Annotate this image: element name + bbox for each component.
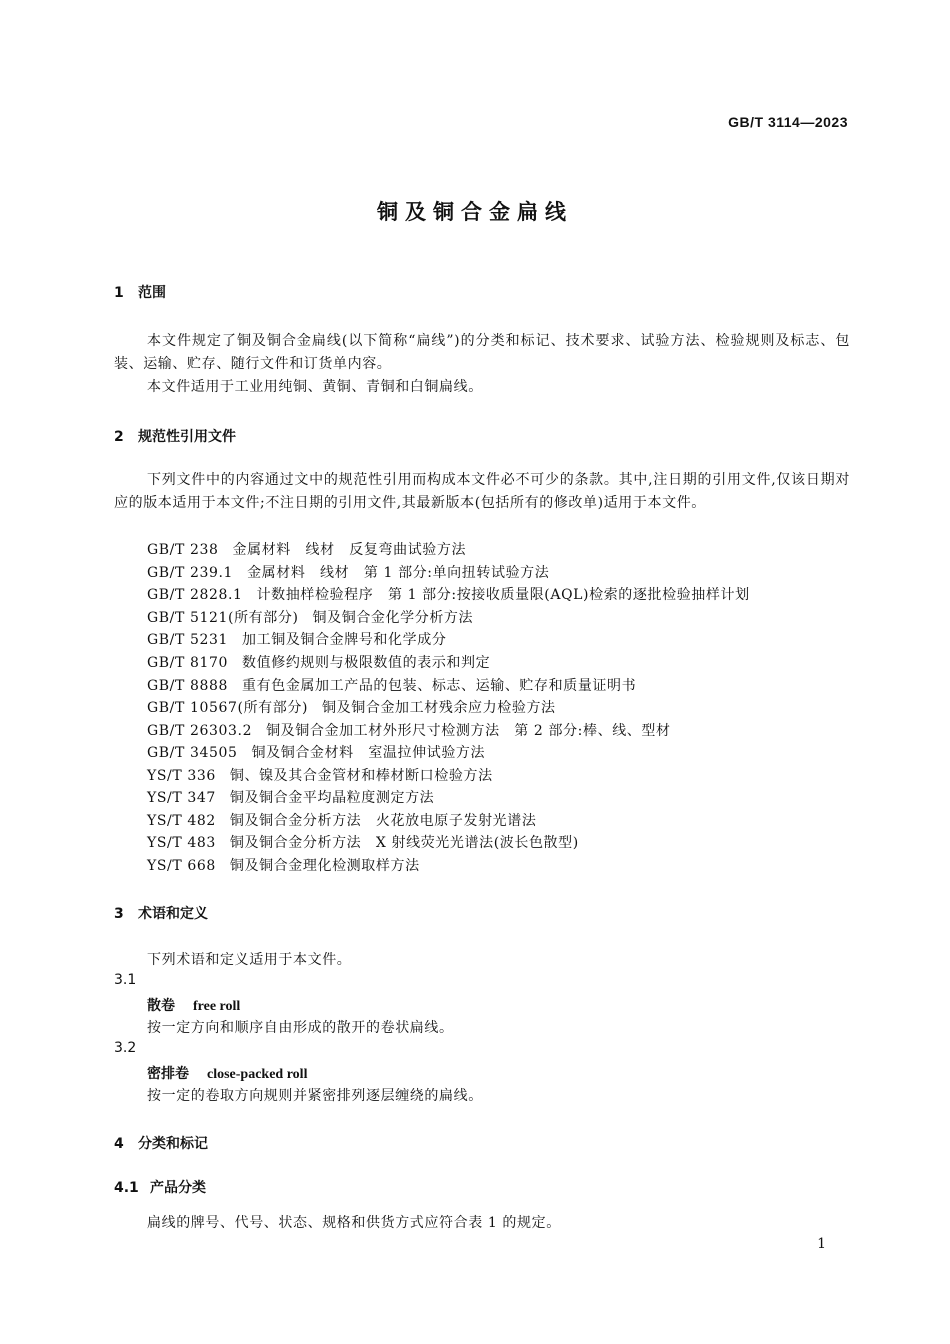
clause-number: 3.2: [114, 1040, 137, 1056]
reference-code: YS/T 482: [147, 813, 216, 829]
reference-title: 重有色金属加工产品的包装、标志、运输、贮存和质量证明书: [242, 678, 637, 694]
term-zh: 散卷: [147, 998, 175, 1014]
section-3-heading: [114, 903, 208, 923]
reference-item: [147, 810, 536, 830]
subsection-number: 4.1: [114, 1180, 139, 1196]
reference-code: GB/T 8888: [147, 678, 229, 694]
reference-title: 金属材料 线材 第 1 部分:单向扭转试验方法: [247, 565, 550, 581]
normative-references-intro: 下列文件中的内容通过文中的规范性引用而构成本文件必不可少的条款。其中,注日期的引用文件,仅该日期对应的版本适用于本文件;不注日期的引用文件,其最新版本(包括所有的修改单)适用于本文件。: [114, 472, 850, 511]
terms-intro: 下列术语和定义适用于本文件。: [147, 952, 352, 968]
reference-title: 铜及铜合金分析方法 火花放电原子发射光谱法: [229, 813, 537, 829]
section-number: 2: [114, 429, 124, 445]
reference-item: [147, 652, 490, 672]
term-heading: [147, 995, 240, 1015]
subsection-title: 产品分类: [150, 1180, 206, 1196]
reference-item: [147, 787, 434, 807]
reference-title: 铜及铜合金分析方法 X 射线荧光光谱法(波长色散型): [229, 835, 579, 851]
reference-item: [147, 607, 473, 627]
clause-number: 3.1: [114, 972, 137, 988]
reference-code: YS/T 347: [147, 790, 216, 806]
term-en: close-packed roll: [207, 1067, 308, 1082]
reference-item: [147, 765, 493, 785]
reference-item: [147, 742, 485, 762]
section-title: 范围: [138, 285, 166, 301]
reference-item: [147, 629, 446, 649]
section-title: 术语和定义: [138, 906, 208, 922]
reference-item: [147, 562, 549, 582]
reference-code: GB/T 239.1: [147, 565, 234, 581]
reference-item: [147, 720, 671, 740]
reference-code: GB/T 238: [147, 542, 219, 558]
reference-code: GB/T 8170: [147, 655, 229, 671]
subsection-4-1-heading: [114, 1177, 206, 1197]
term-zh: 密排卷: [147, 1066, 189, 1082]
reference-title: 加工铜及铜合金牌号和化学成分: [242, 632, 447, 648]
section-number: 3: [114, 906, 124, 922]
reference-code: YS/T 668: [147, 858, 216, 874]
reference-item: [147, 832, 579, 852]
section-2-heading: [114, 426, 236, 446]
term-definition: 按一定的卷取方向规则并紧密排列逐层缠绕的扁线。: [147, 1088, 483, 1104]
reference-title: 铜及铜合金材料 室温拉伸试验方法: [251, 745, 486, 761]
section-1-heading: [114, 282, 166, 302]
section-4-heading: [114, 1133, 208, 1153]
reference-title: 铜及铜合金加工材外形尺寸检测方法 第 2 部分:棒、线、型材: [266, 723, 671, 739]
reference-title: 计数抽样检验程序 第 1 部分:按接收质量限(AQL)检索的逐批检验抽样计划: [256, 587, 750, 603]
reference-code: GB/T 2828.1: [147, 587, 243, 603]
reference-title: 数值修约规则与极限数值的表示和判定: [242, 655, 491, 671]
term-definition: 按一定方向和顺序自由形成的散开的卷状扁线。: [147, 1020, 454, 1036]
reference-item: [147, 675, 636, 695]
reference-code: GB/T 26303.2: [147, 723, 253, 739]
reference-code: YS/T 336: [147, 768, 216, 784]
term-en: free roll: [193, 999, 241, 1014]
reference-item: [147, 539, 466, 559]
reference-code: GB/T 5231: [147, 632, 229, 648]
document-code: GB/T 3114—2023: [728, 114, 848, 130]
reference-title: 铜及铜合金加工材残余应力检验方法: [322, 700, 556, 716]
product-classification-text: 扁线的牌号、代号、状态、规格和供货方式应符合表 1 的规定。: [147, 1215, 561, 1231]
document-title: 铜及铜合金扁线: [377, 200, 573, 224]
reference-code: GB/T 10567(所有部分): [147, 700, 309, 716]
section-title: 规范性引用文件: [138, 429, 236, 445]
reference-code: YS/T 483: [147, 835, 216, 851]
section-number: 1: [114, 285, 124, 301]
scope-paragraph-1: 本文件规定了铜及铜合金扁线(以下简称“扁线”)的分类和标记、技术要求、试验方法、检验规则及标志、包装、运输、贮存、随行文件和订货单内容。: [114, 333, 850, 372]
reference-title: 铜、镍及其合金管材和棒材断口检验方法: [229, 768, 493, 784]
term-heading: [147, 1063, 307, 1083]
section-title: 分类和标记: [138, 1136, 208, 1152]
reference-code: GB/T 5121(所有部分): [147, 610, 299, 626]
reference-title: 铜及铜合金平均晶粒度测定方法: [229, 790, 435, 806]
page-number: 1: [817, 1236, 826, 1252]
reference-title: 铜及铜合金理化检测取样方法: [229, 858, 420, 874]
reference-code: GB/T 34505: [147, 745, 238, 761]
scope-paragraph-2: 本文件适用于工业用纯铜、黄铜、青铜和白铜扁线。: [147, 379, 483, 395]
section-number: 4: [114, 1136, 124, 1152]
reference-title: 金属材料 线材 反复弯曲试验方法: [232, 542, 467, 558]
reference-item: [147, 855, 420, 875]
reference-title: 铜及铜合金化学分析方法: [312, 610, 474, 626]
reference-item: [147, 697, 556, 717]
reference-item: [147, 584, 750, 604]
